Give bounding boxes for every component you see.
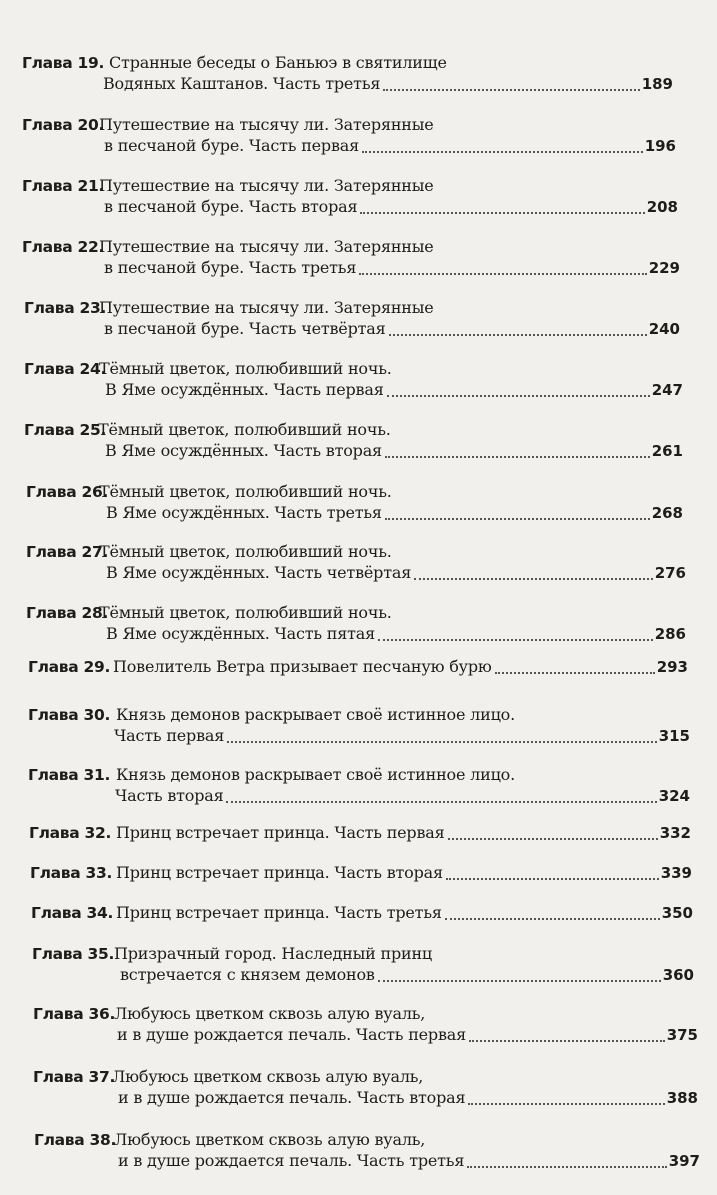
dot-leader [385,456,650,458]
dot-leader [385,518,650,520]
chapter-number: Глава 20. [22,116,105,134]
page-number: 375 [666,1026,698,1044]
toc-entry [0,297,717,357]
chapter-title-line2: В Яме осуждённых. Часть пятая [106,624,376,643]
chapter-title-line2: в песчаной буре. Часть четвёртая [104,319,386,338]
chapter-title-line1: Тёмный цветок, полюбивший ночь. [99,359,392,378]
dot-leader [389,334,647,336]
chapter-number: Глава 21. [22,177,105,195]
chapter-number: Глава 32. [29,824,112,842]
dot-leader [495,672,655,674]
dot-leader [448,838,658,840]
chapter-number: Глава 29. [28,658,111,676]
chapter-title-line1: Любуюсь цветком сквозь алую вуаль, [112,1067,424,1086]
page-number: 339 [660,864,692,882]
chapter-number: Глава 28. [26,604,109,622]
chapter-title-line1: Любуюсь цветком сквозь алую вуаль, [114,1004,426,1023]
chapter-title-line1: Тёмный цветок, полюбивший ночь. [99,603,392,622]
chapter-number: Глава 33. [30,864,113,882]
dot-leader [359,273,647,275]
chapter-title-line1: Принц встречает принца. Часть первая [116,823,445,842]
chapter-title-line1: Принц встречает принца. Часть вторая [116,863,443,882]
chapter-title-line2: и в душе рождается печаль. Часть третья [118,1151,465,1170]
chapter-title-line2: Водяных Каштанов. Часть третья [103,74,381,93]
chapter-title-line1: Призрачный город. Наследный принц [114,944,433,963]
dot-leader [469,1040,665,1042]
page-number: 324 [658,787,690,805]
chapter-number: Глава 19. [22,54,105,72]
chapter-title-line2: в песчаной буре. Часть третья [104,258,357,277]
toc-entry [0,236,717,296]
chapter-title-line2: в песчаной буре. Часть первая [104,136,360,155]
chapter-number: Глава 31. [28,766,111,784]
chapter-number: Глава 34. [31,904,114,922]
chapter-title-line2: и в душе рождается печаль. Часть первая [117,1025,467,1044]
chapter-title-line1: Принц встречает принца. Часть третья [116,903,442,922]
chapter-number: Глава 36. [33,1005,116,1023]
chapter-title-line1: Путешествие на тысячу ли. Затерянные [99,298,434,317]
dot-leader [227,741,657,743]
dot-leader [467,1166,667,1168]
page-number: 397 [668,1152,700,1170]
chapter-title-line1: Любуюсь цветком сквозь алую вуаль, [114,1130,426,1149]
page-number: 268 [651,504,683,522]
chapter-number: Глава 37. [33,1068,116,1086]
dot-leader [378,639,653,641]
chapter-title-line2: В Яме осуждённых. Часть четвёртая [106,563,412,582]
page-number: 261 [651,442,683,460]
page-number: 388 [666,1089,698,1107]
toc-entry [0,1129,717,1189]
chapter-number: Глава 35. [32,945,115,963]
page-number: 360 [662,966,694,984]
dot-leader [387,395,650,397]
page-number: 350 [661,904,693,922]
chapter-number: Глава 25. [24,421,107,439]
toc-entry [0,1066,717,1126]
chapter-title-line1: Повелитель Ветра призывает песчаную бурю [113,657,492,676]
chapter-title-line1: Странные беседы о Баньюэ в святилище [109,53,447,72]
toc-entry [0,764,717,824]
page-number: 293 [656,658,688,676]
chapter-number: Глава 26. [26,483,109,501]
chapter-title-line2: Часть первая [114,726,225,745]
page-number: 247 [651,381,683,399]
page-number: 196 [644,137,676,155]
dot-leader [445,918,660,920]
chapter-title-line2: Часть вторая [115,786,224,805]
dot-leader [468,1103,665,1105]
page-number: 240 [648,320,680,338]
chapter-title-line2: В Яме осуждённых. Часть вторая [105,441,382,460]
chapter-title-line1: Тёмный цветок, полюбивший ночь. [99,542,392,561]
dot-leader [378,980,661,982]
chapter-title-line1: Князь демонов раскрывает своё истинное лицо. [116,705,515,724]
chapter-number: Глава 38. [34,1131,117,1149]
chapter-number: Глава 30. [28,706,111,724]
dot-leader [362,151,643,153]
chapter-title-line1: Князь демонов раскрывает своё истинное лицо. [116,765,515,784]
toc-entry [0,419,717,479]
dot-leader [360,212,645,214]
toc-entry [0,704,717,764]
chapter-title-line1: Путешествие на тысячу ли. Затерянные [99,237,434,256]
dot-leader [446,878,659,880]
toc-entry [0,52,717,112]
toc-entry [0,602,717,662]
dot-leader [383,89,640,91]
toc-entry [0,114,717,174]
chapter-title-line1: Тёмный цветок, полюбивший ночь. [98,420,391,439]
page-number: 189 [641,75,673,93]
toc-entry [0,175,717,235]
chapter-title-line1: Путешествие на тысячу ли. Затерянные [99,115,434,134]
toc-entry [0,358,717,418]
chapter-number: Глава 24. [24,360,107,378]
chapter-title-line1: Тёмный цветок, полюбивший ночь. [99,482,392,501]
page-number: 229 [648,259,680,277]
page-number: 286 [654,625,686,643]
dot-leader [414,578,653,580]
page-number: 208 [646,198,678,216]
chapter-number: Глава 27. [26,543,109,561]
chapter-title-line2: в песчаной буре. Часть вторая [104,197,358,216]
page-number: 332 [659,824,691,842]
chapter-title-line2: встречается с князем демонов [120,965,375,984]
page-number: 276 [654,564,686,582]
page-number: 315 [658,727,690,745]
toc-entry [0,541,717,601]
chapter-title-line2: В Яме осуждённых. Часть первая [105,380,384,399]
chapter-title-line2: и в душе рождается печаль. Часть вторая [118,1088,466,1107]
dot-leader [226,801,657,803]
chapter-number: Глава 22. [22,238,105,256]
chapter-title-line1: Путешествие на тысячу ли. Затерянные [99,176,434,195]
chapter-title-line2: В Яме осуждённых. Часть третья [106,503,382,522]
toc-entry [0,943,717,1003]
toc-entry [0,1003,717,1063]
toc-entry [0,481,717,541]
chapter-number: Глава 23. [24,299,107,317]
